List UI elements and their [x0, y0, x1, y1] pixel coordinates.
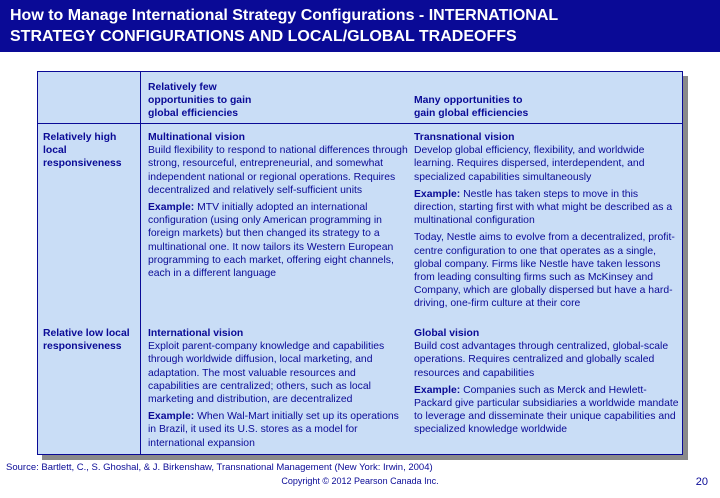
- example-label: Example:: [148, 411, 195, 423]
- cell-heading: International vision: [148, 328, 244, 339]
- column-header-line: Relatively few: [148, 82, 217, 93]
- row-label-high-responsiveness: Relatively high local responsiveness: [43, 132, 122, 170]
- cell-heading: Multinational vision: [148, 132, 245, 143]
- column-header-line: gain global efficiencies: [414, 108, 529, 120]
- source-citation: Source: Bartlett, C., S. Ghoshal, & J. Birkenshaw, Transnational Management (New York: Irwin, 2004): [6, 462, 433, 473]
- column-header-line: global efficiencies: [148, 108, 239, 120]
- cell-body: Exploit parent-company knowledge and capabilities through worldwide diffusion, local marketing, and adaptation. The most valuable resources and capabilities are centralized; others, such as local marketing and distribution, are decentralized: [148, 341, 385, 406]
- example-text: When Wal-Mart initially set up its operations in Brazil, it used its U.S. stores as a model for international expansion: [148, 411, 399, 449]
- cell-international-vision: [148, 327, 408, 450]
- cell-body: Build cost advantages through centralized, global-scale operations. Requires centralized and globally scaled resources and capabilities: [414, 341, 669, 379]
- example-text: Companies such as Merck and Hewlett-Packard give particular subsidiaries a worldwide mandate to leverage and disseminate their unique capabilities and specialized knowledge worldwide: [414, 384, 679, 436]
- example-text: MTV initially adopted an international configuration (using only American programming in foreign markets) but then changed its strategy to a multinational one. It now tailors its Western European programming to each market, offering eight channels, each in a different language: [148, 202, 394, 280]
- slide-title-line-2: STRATEGY CONFIGURATIONS AND LOCAL/GLOBAL TRADEOFFS: [10, 28, 517, 45]
- example-text: Nestle has taken steps to move in this direction, starting first with what might be described as a multinational configuration: [414, 188, 673, 227]
- row-label-low-responsiveness: Relative low local responsiveness: [43, 328, 130, 353]
- cell-example: [148, 201, 408, 280]
- cell-example: [414, 188, 680, 228]
- column-header-line: Many opportunities to: [414, 95, 523, 106]
- cell-extra: Today, Nestle aims to evolve from a decentralized, profit-centre configuration to one that operates as a single, global company. Firms like Nestle have taken lessons from leading consulting firms such as McKinsey and Company, which are globally dispersed but have a hard-driving, one-firm culture at their core: [414, 232, 675, 310]
- example-label: Example:: [414, 384, 461, 396]
- cell-transnational-vision: [414, 131, 680, 311]
- cell-body: Build flexibility to respond to national differences through strong, resourceful, entrepreneurial, and somewhat independent national or regional operations. Requires decentralized and relatively self-sufficient units: [148, 145, 408, 196]
- cell-global-vision: [414, 327, 680, 437]
- column-header-few-opportunities: [148, 81, 408, 121]
- example-label: Example:: [414, 188, 461, 200]
- column-header-many-opportunities: [414, 94, 674, 120]
- cell-example: [414, 384, 680, 437]
- cell-multinational-vision: [148, 131, 408, 280]
- example-label: Example:: [148, 202, 195, 214]
- cell-body: Develop global efficiency, flexibility, and worldwide learning. Requires dispersed, interdependent, and specialized capabilities simultaneously: [414, 145, 645, 183]
- slide-title-line-1: How to Manage International Strategy Configurations - INTERNATIONAL: [10, 7, 559, 24]
- strategy-table: [37, 71, 683, 455]
- cell-example: [148, 410, 408, 450]
- column-header-line: opportunities to gain: [148, 95, 252, 107]
- cell-heading: Global vision: [414, 328, 480, 339]
- page-number: 20: [695, 476, 708, 488]
- title-bar: [0, 0, 720, 52]
- table-divider-horizontal: [38, 123, 682, 124]
- copyright-notice: Copyright © 2012 Pearson Canada Inc.: [281, 476, 439, 486]
- cell-heading: Transnational vision: [414, 132, 515, 143]
- table-divider-vertical: [140, 72, 141, 454]
